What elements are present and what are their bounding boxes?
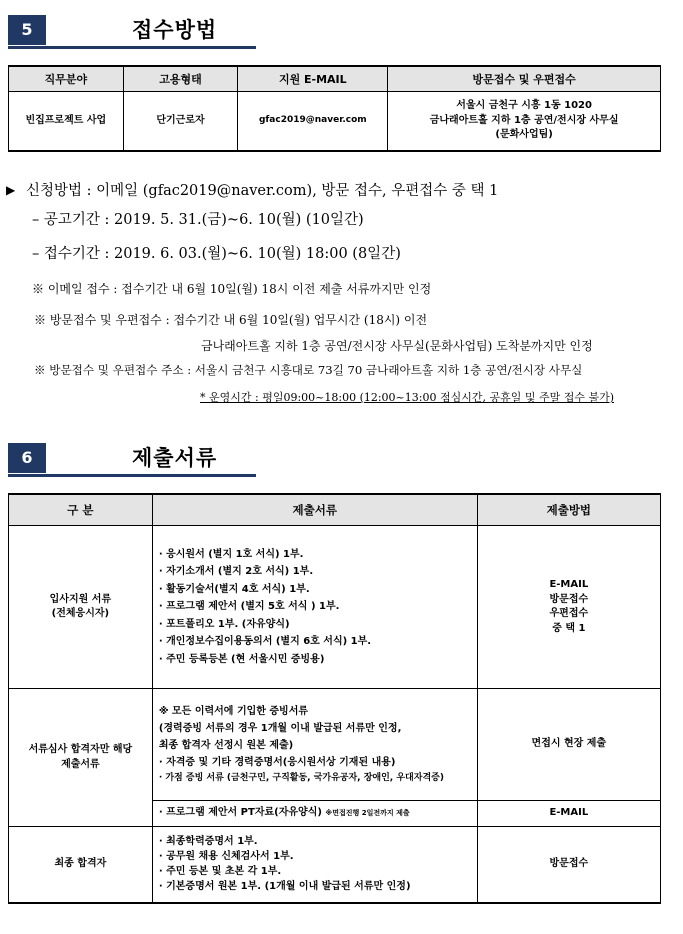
- header-employment: 고용형태: [123, 66, 238, 92]
- list-item: · 기본증명서 원본 1부. (1개월 이내 발급된 서류만 인정): [158, 881, 411, 893]
- cell-employment: 단기근로자: [123, 92, 238, 152]
- documents-table: [8, 493, 661, 904]
- notice-period: – 공고기간 : 2019. 5. 31.(금)~6. 10(월) (10일간): [32, 212, 364, 228]
- list-item: · 응시원서 (별지 1호 서식) 1부.: [158, 548, 304, 560]
- address-line: 서울시 금천구 시흥 1동 1020: [456, 100, 592, 112]
- list-item: · 활동기술서(별지 4호 서식) 1부.: [158, 583, 310, 595]
- cell-field: 빈집프로젝트 사업: [9, 92, 124, 152]
- cell-sub-document: [152, 801, 477, 827]
- section-5-title: 접수방법: [132, 18, 218, 42]
- application-table-row: [9, 92, 661, 152]
- section-6-header: [8, 443, 256, 477]
- list-item: · 개인정보수집이용동의서 (별지 6호 서식) 1부.: [158, 636, 372, 648]
- cell-category: 입사지원 서류 (전체응시자): [9, 526, 153, 689]
- cell-method: 면접시 현장 제출: [477, 689, 660, 801]
- application-table-header: [9, 66, 661, 92]
- address-line: 금나래아트홀 지하 1층 공연/전시장 사무실: [429, 114, 619, 126]
- section-6-number: 6: [8, 443, 46, 473]
- note-visit-mail: ※ 방문접수 및 우편접수 : 접수기간 내 6월 10일(월) 업무시간 (18시) 이전: [34, 313, 428, 327]
- sub-document: · 프로그램 제안서 PT자료(자유양식): [158, 807, 322, 819]
- note-hours: * 운영시간 : 평일09:00~18:00 (12:00~13:00 점심시간, 공휴일 및 주말 접수 불가): [200, 391, 615, 404]
- sub-document-note: ※면접진행 2일전까지 제출: [325, 809, 410, 818]
- section-5-underline: [8, 46, 256, 49]
- list-item: · 공무원 채용 신체검사서 1부.: [158, 851, 294, 863]
- note-address: ※ 방문접수 및 우편접수 주소 : 서울시 금천구 시흥대로 73길 70 금나래아트홀 지하 1층 공연/전시장 사무실: [34, 363, 583, 377]
- list-item: (경력증빙 서류의 경우 1개월 이내 발급된 서류만 인정,: [158, 722, 402, 734]
- list-item: · 포트폴리오 1부. (자유양식): [158, 618, 290, 630]
- cell-category: 최종 합격자: [9, 827, 153, 903]
- list-item: · 주민 등록등본 (현 서울시민 증빙용): [158, 653, 325, 665]
- cell-category: 서류심사 합격자만 해당 제출서류: [9, 689, 153, 827]
- address-line: (문화사업팀): [495, 129, 553, 141]
- list-item: ※ 모든 이력서에 기입한 증빙서류: [158, 705, 309, 717]
- cell-method: E-MAIL 방문접수 우편접수 중 택 1: [477, 526, 660, 689]
- section-5-header: [8, 15, 256, 49]
- method-bullet-icon: ▶: [6, 183, 16, 197]
- table-row: [9, 526, 661, 689]
- section-6-title: 제출서류: [132, 446, 218, 470]
- cell-method: 방문접수: [477, 827, 660, 903]
- header-visit-mail: 방문접수 및 우편접수: [388, 66, 661, 92]
- section-5-number: 5: [8, 15, 46, 45]
- section-6-underline: [8, 474, 256, 477]
- table-row: [9, 689, 661, 801]
- cell-sub-method: E-MAIL: [477, 801, 660, 827]
- list-item: · 최종학력증명서 1부.: [158, 836, 258, 848]
- table-row: [9, 827, 661, 903]
- application-table: [8, 65, 661, 152]
- header-email: 지원 E-MAIL: [238, 66, 388, 92]
- list-item: · 가점 증빙 서류 (금천구민, 구직활동, 국가유공자, 장애인, 우대자격증): [158, 772, 444, 783]
- note-visit-mail-cont: 금나래아트홀 지하 1층 공연/전시장 사무실(문화사업팀) 도착분까지만 인정: [201, 339, 593, 353]
- cell-documents: [152, 689, 477, 801]
- cell-documents: [152, 526, 477, 689]
- cell-email: gfac2019@naver.com: [238, 92, 388, 152]
- application-method: 신청방법 : 이메일 (gfac2019@naver.com), 방문 접수, 우편접수 중 택 1: [26, 183, 499, 199]
- cell-documents: [152, 827, 477, 903]
- list-item: 최종 합격자 선정시 원본 제출): [158, 739, 294, 751]
- list-item: · 자기소개서 (별지 2호 서식) 1부.: [158, 566, 314, 578]
- note-email: ※ 이메일 접수 : 접수기간 내 6월 10일(월) 18시 이전 제출 서류까지만 인정: [32, 282, 432, 296]
- header-field: 직무분야: [9, 66, 124, 92]
- header-category: 구 분: [9, 494, 153, 526]
- receipt-period: – 접수기간 : 2019. 6. 03.(월)~6. 10(월) 18:00 (8일간): [32, 246, 401, 262]
- header-method: 제출방법: [477, 494, 660, 526]
- documents-table-header: [9, 494, 661, 526]
- list-item: · 프로그램 제안서 (별지 5호 서식 ) 1부.: [158, 601, 340, 613]
- cell-address: [388, 92, 661, 152]
- list-item: · 자격증 및 기타 경력증명서(응시원서상 기재된 내용): [158, 756, 396, 768]
- list-item: · 주민 등본 및 초본 각 1부.: [158, 866, 282, 878]
- header-documents: 제출서류: [152, 494, 477, 526]
